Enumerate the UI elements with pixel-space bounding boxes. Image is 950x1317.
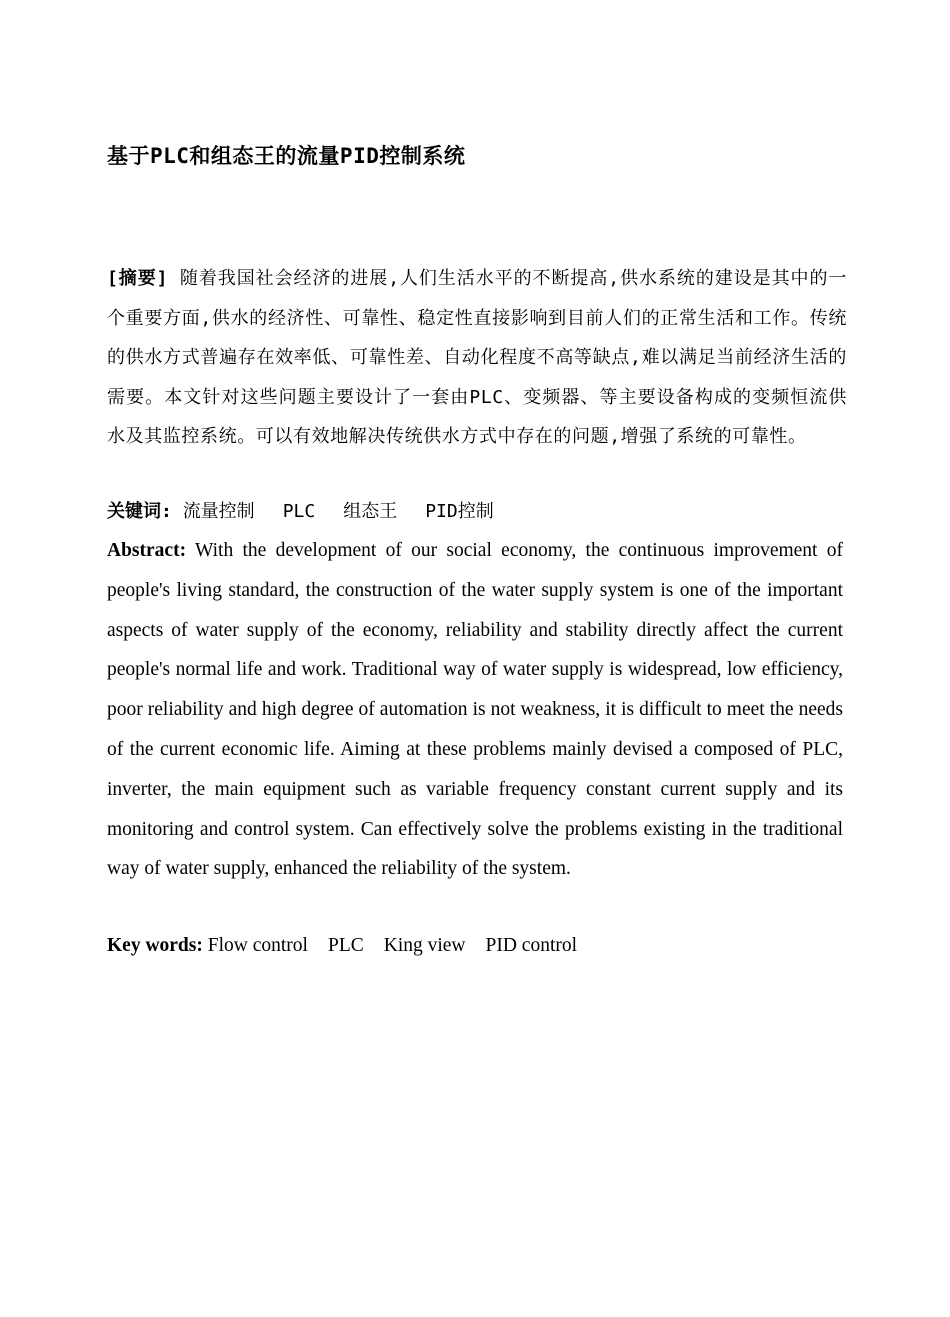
chinese-keyword: PLC [282, 501, 316, 522]
english-keywords [107, 929, 847, 963]
chinese-keyword: 流量控制 [182, 501, 255, 522]
chinese-abstract-text: 随着我国社会经济的进展,人们生活水平的不断提高,供水系统的建设是其中的一个重要方面,供水的经济性、可靠性、稳定性直接影响到目前人们的正常生活和工作。传统的供水方式普遍存在效率低、可靠性差、自动化程度不高等缺点,难以满足当前经济生活的需要。本文针对这些问题主要设计了一套由PLC、变频器、等主要设备构成的变频恒流供水及其监控系统。可以有效地解决传统供水方式中存在的问题,增强了系统的可靠性。 [107, 268, 847, 448]
paper-title: 基于PLC和组态王的流量PID控制系统 [107, 144, 466, 168]
chinese-keywords [107, 496, 847, 528]
chinese-keywords-label: 关键词: [107, 501, 172, 522]
english-abstract [107, 531, 843, 889]
chinese-keyword: 组态王 [343, 501, 398, 522]
english-keywords-label: Key words: [107, 935, 203, 956]
chinese-abstract [107, 259, 847, 457]
english-keyword: PID control [485, 935, 578, 956]
english-abstract-label: Abstract: [107, 540, 187, 561]
english-keyword: King view [383, 935, 466, 956]
english-keyword: Flow control [207, 935, 308, 956]
chinese-abstract-label: [摘要] [107, 268, 169, 289]
english-abstract-text: With the development of our social economy, the continuous improvement of people's living standard, the construction of the water supply system is one of the important aspects of water supply of the economy, reliability and stability directly affect the current people's normal life and work. Traditional way of water supply is widespread, low efficiency, poor reliability and high degree of automation is not weakness, it is difficult to meet the needs of the current economic life. Aiming at these problems mainly devised a composed of PLC, inverter, the main equipment such as variable frequency constant current supply and its monitoring and control system. Can effectively solve the problems existing in the traditional way of water supply, enhanced the reliability of the system. [107, 540, 843, 880]
english-keyword: PLC [327, 935, 364, 956]
chinese-keyword: PID控制 [425, 501, 494, 522]
